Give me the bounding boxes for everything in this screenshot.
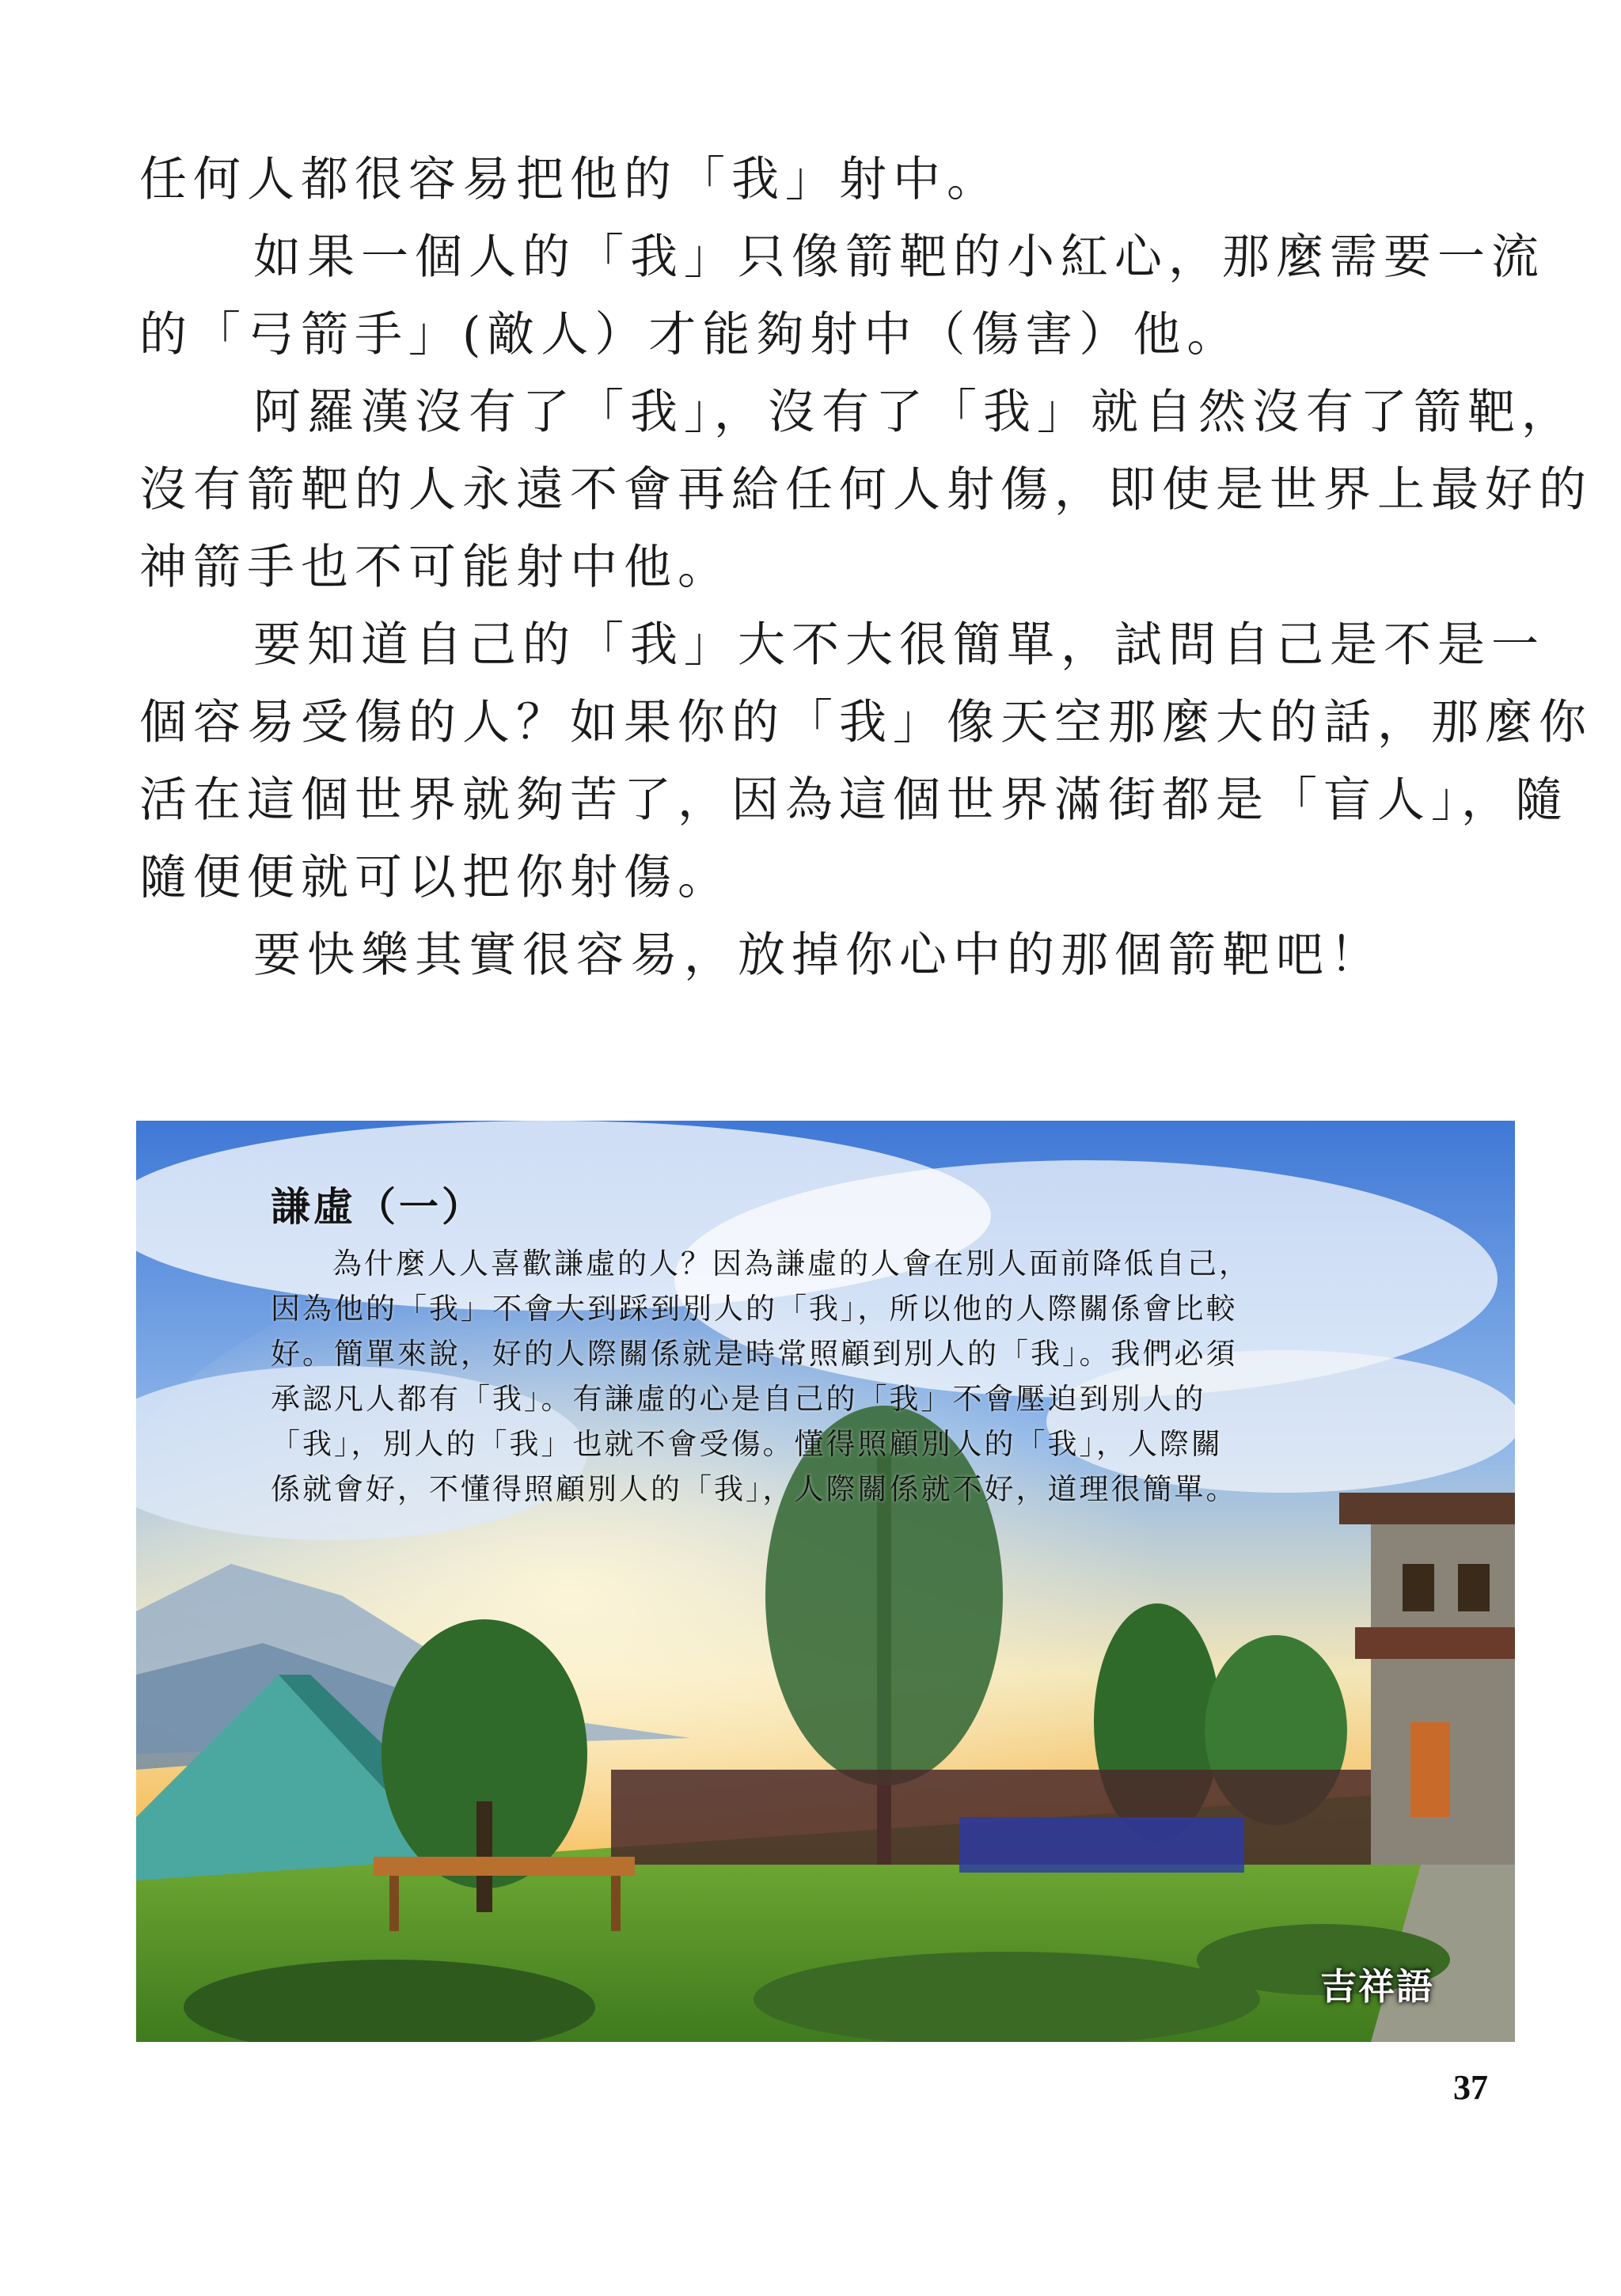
body-line: 如果一個人的「我」只像箭靶的小紅心，那麼需要一流 (253, 230, 1545, 285)
figure-line: 為什麼人人喜歡謙虛的人？因為謙虛的人會在別人面前降低自己， (332, 1247, 1251, 1281)
figure-line: 好。簡單來說，好的人際關係就是時常照顧到別人的「我」。我們必須 (271, 1337, 1238, 1371)
body-line: 要知道自己的「我」大不大很簡單，試問自己是不是一 (253, 617, 1545, 673)
body-line: 活在這個世界就夠苦了，因為這個世界滿街都是「盲人」，隨 (139, 772, 1569, 828)
body-line: 的「弓箭手」(敵人）才能夠射中（傷害）他。 (139, 307, 1241, 362)
figure-line: 係就會好，不懂得照顧別人的「我」，人際關係就不好，道理很簡單。 (271, 1472, 1238, 1506)
figure-line: 因為他的「我」不會大到踩到別人的「我」，所以他的人際關係會比較 (271, 1292, 1238, 1326)
body-line: 阿羅漢沒有了「我」，沒有了「我」就自然沒有了箭靶， (253, 385, 1575, 440)
body-line: 任何人都很容易把他的「我」射中。 (139, 152, 1000, 207)
body-text (139, 141, 1593, 994)
figure-title: 謙虛（一） (271, 1183, 484, 1230)
figure-text (271, 1181, 1395, 1512)
figure-caption: 吉祥語 (1320, 1965, 1434, 2008)
body-line: 神箭手也不可能射中他。 (139, 540, 731, 595)
body-line: 要快樂其實很容易，放掉你心中的那個箭靶吧！ (253, 928, 1384, 983)
page-number: 37 (1453, 2068, 1488, 2107)
body-line: 個容易受傷的人？如果你的「我」像天空那麼大的話，那麼你 (139, 695, 1593, 750)
body-line: 沒有箭靶的人永遠不會再給任何人射傷，即使是世界上最好的 (139, 462, 1593, 518)
photo-figure (136, 1121, 1515, 2042)
figure-line: 「我」，別人的「我」也就不會受傷。懂得照顧別人的「我」，人際關 (271, 1427, 1223, 1461)
figure-line: 承認凡人都有「我」。有謙虛的心是自己的「我」不會壓迫到別人的 (271, 1382, 1206, 1416)
body-line: 隨便便就可以把你射傷。 (139, 850, 731, 905)
